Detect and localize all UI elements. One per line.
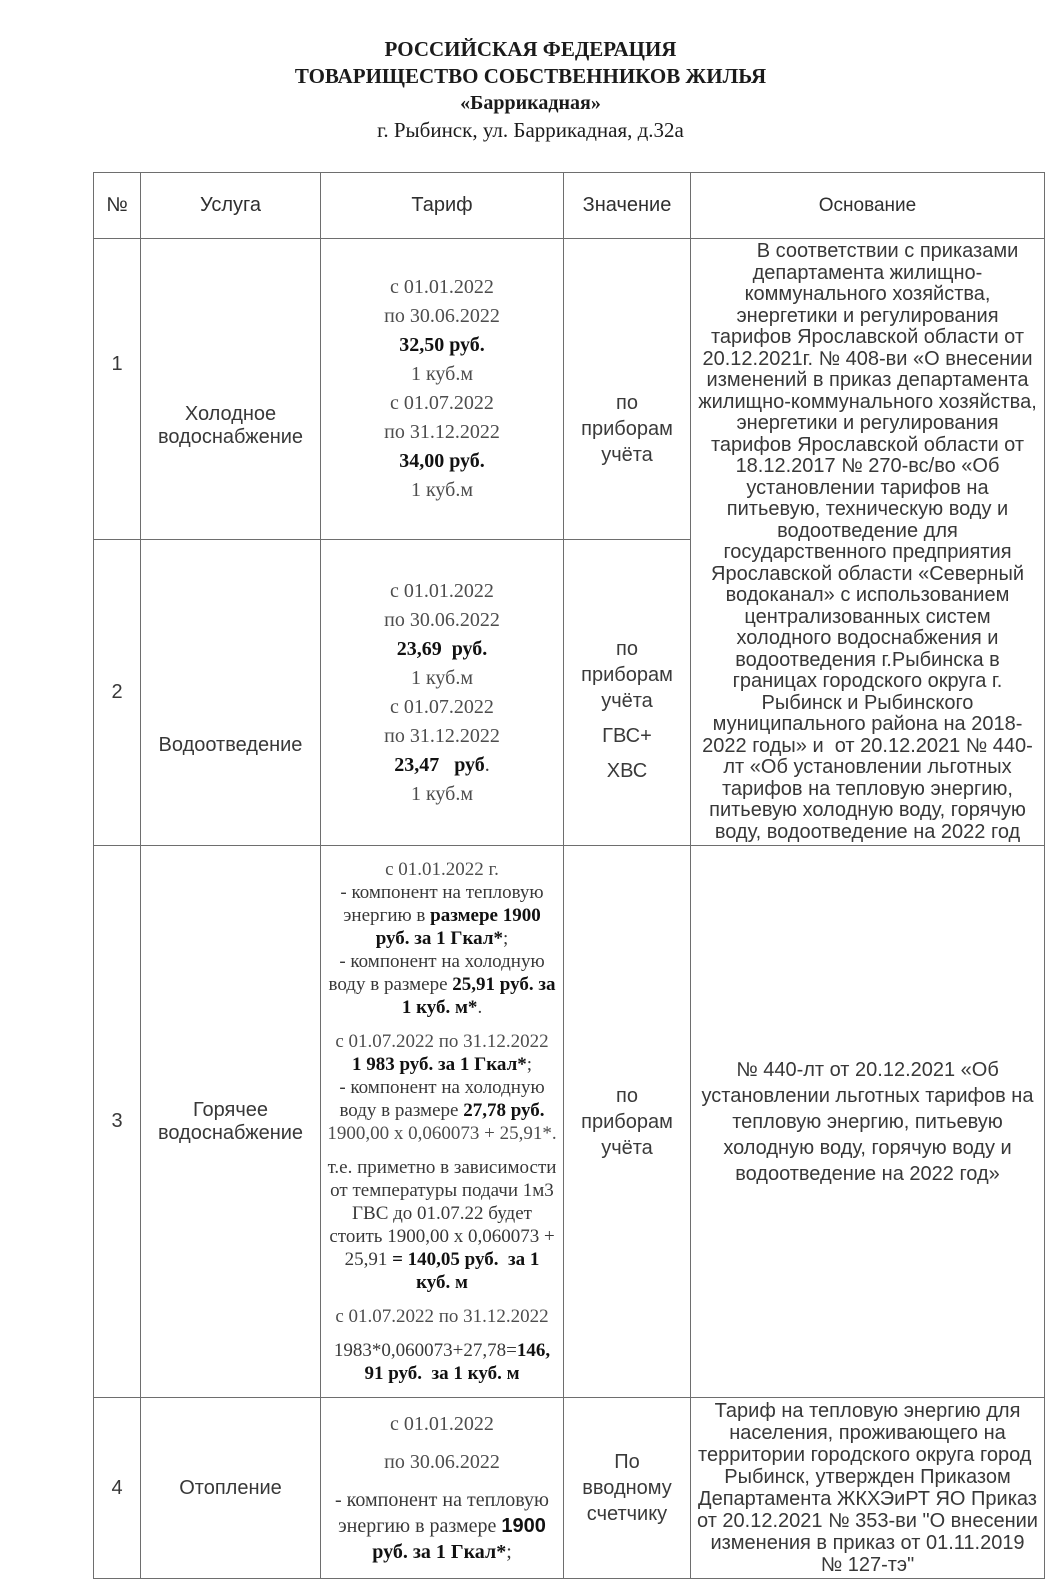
table-row-cold-water	[94, 239, 1045, 540]
row-1-service-cell	[141, 239, 321, 540]
header-address-line: г. Рыбинск, ул. Баррикадная, д.32а	[377, 118, 684, 142]
column-header-basis: Основание	[691, 173, 1045, 239]
column-header-num: №	[94, 173, 141, 239]
row-2-number-cell	[94, 540, 141, 846]
row-3-service-cell	[141, 846, 321, 1398]
row-2-number: 2	[111, 681, 123, 704]
document-header	[0, 0, 1061, 144]
column-header-value: Значение	[564, 173, 691, 239]
row-4-number: 4	[111, 1476, 123, 1499]
row-2-tariff-cell: с 01.01.2022 по 30.06.2022 23,69 руб. 1 куб.м с 01.07.2022 по 31.12.2022 23,47 руб. 1 куб.м	[321, 540, 564, 846]
row-3-value-cell: по приборам учёта	[564, 846, 691, 1398]
row-1-number-cell	[94, 239, 141, 540]
tariff-table	[93, 172, 1045, 1579]
row-2-value-cell	[564, 540, 691, 846]
row-4-value-cell: По вводному счетчику	[564, 1398, 691, 1579]
column-header-tariff: Тариф	[321, 173, 564, 239]
row-4-tariff-cell: с 01.01.2022 по 30.06.2022 - компонент на тепловую энергию в размере 1900 руб. за 1 Гкал*;	[321, 1398, 564, 1579]
row-2-service-cell	[141, 540, 321, 846]
row-4-basis-cell: Тариф на тепловую энергию для населения, проживающего на территории городского округа город Рыбинск, утвержден Приказом Департамента ЖКХЭиРТ ЯО Приказ от 20.12.2021 № 353-ви "О внесении изменения в приказ от 01.11.2019 № 127-тэ"	[691, 1398, 1045, 1579]
table-row-hot-water	[94, 846, 1045, 1398]
row-4-service-label: Отопление	[179, 1476, 282, 1499]
header-country-line: РОССИЙСКАЯ ФЕДЕРАЦИЯ	[384, 37, 677, 61]
table-header-row	[94, 173, 1045, 239]
row-1-value-text: по приборам учёта	[581, 392, 673, 467]
table-row-heating	[94, 1398, 1045, 1579]
row-1-value-cell	[564, 239, 691, 540]
row-2-value-text: по приборам учёта ГВС+ ХВС	[581, 637, 673, 782]
basis-rows-1-2-cell: В соответствии с приказами департамента жилищно-коммунального хозяйства, энергетики и регулирования тарифов Ярославской области от 20.12.2021г. № 408-ви «О внесении изменений в приказ департамента жилищно-коммунального хозяйства, энергетики и регулирования тарифов Ярославской области от 18.12.2017 № 270-вс/во «Об установлении тарифов на питьевую, техническую воду и водоотведение для государственного предприятия Ярославской области «Северный водоканал» с использованием централизованных систем холодного водоснабжения и водоотведения г.Рыбинска в границах городского округа г. Рыбинск и Рыбинского муниципального района на 2018-2022 годы» и от 20.12.2021 № 440-лт «Об установлении льготных тарифов на тепловую энергию, питьевую холодную воду, горячую воду, водоотведение на 2022 год	[691, 239, 1045, 846]
row-1-number: 1	[111, 352, 123, 375]
row-3-tariff-cell: с 01.01.2022 г. - компонент на тепловую энергию в размере 1900 руб. за 1 Гкал*; - компонент на холодную воду в размере 25,91 руб. за 1 куб. м*. с 01.07.2022 по 31.12.2022 1 983 руб. за 1 Гкал*; - компонент на холодную воду в размере 27,78 руб. 1900,00 х 0,060073 + 25,91*. т.е. приметно в зависимости от температуры подачи 1м3 ГВС до 01.07.22 будет стоить 1900,00 х 0,060073 + 25,91 = 140,05 руб. за 1 куб. м с 01.07.2022 по 31.12.2022 1983*0,060073+27,78=146, 91 руб. за 1 куб. м	[321, 846, 564, 1398]
row-3-number-cell	[94, 846, 141, 1398]
row-1-tariff-cell: с 01.01.2022 по 30.06.2022 32,50 руб. 1 куб.м с 01.07.2022 по 31.12.2022 34,00 руб. 1 куб.м	[321, 239, 564, 540]
row-4-service-cell	[141, 1398, 321, 1579]
row-3-basis-cell: № 440-лт от 20.12.2021 «Об установлении льготных тарифов на тепловую энергию, питьевую холодную воду, горячую воду и водоотведение на 2022 год»	[691, 846, 1045, 1398]
header-organization-line: ТОВАРИЩЕСТВО СОБСТВЕННИКОВ ЖИЛЬЯ	[294, 64, 767, 88]
row-3-service-label: Горячее водоснабжение	[157, 1098, 304, 1144]
row-4-number-cell	[94, 1398, 141, 1579]
row-1-service-label: Холодное водоснабжение	[157, 403, 304, 449]
header-organization-name: «Баррикадная»	[460, 92, 601, 114]
column-header-service: Услуга	[141, 173, 321, 239]
row-3-number: 3	[111, 1110, 123, 1132]
row-2-service-label: Водоотведение	[158, 734, 303, 757]
